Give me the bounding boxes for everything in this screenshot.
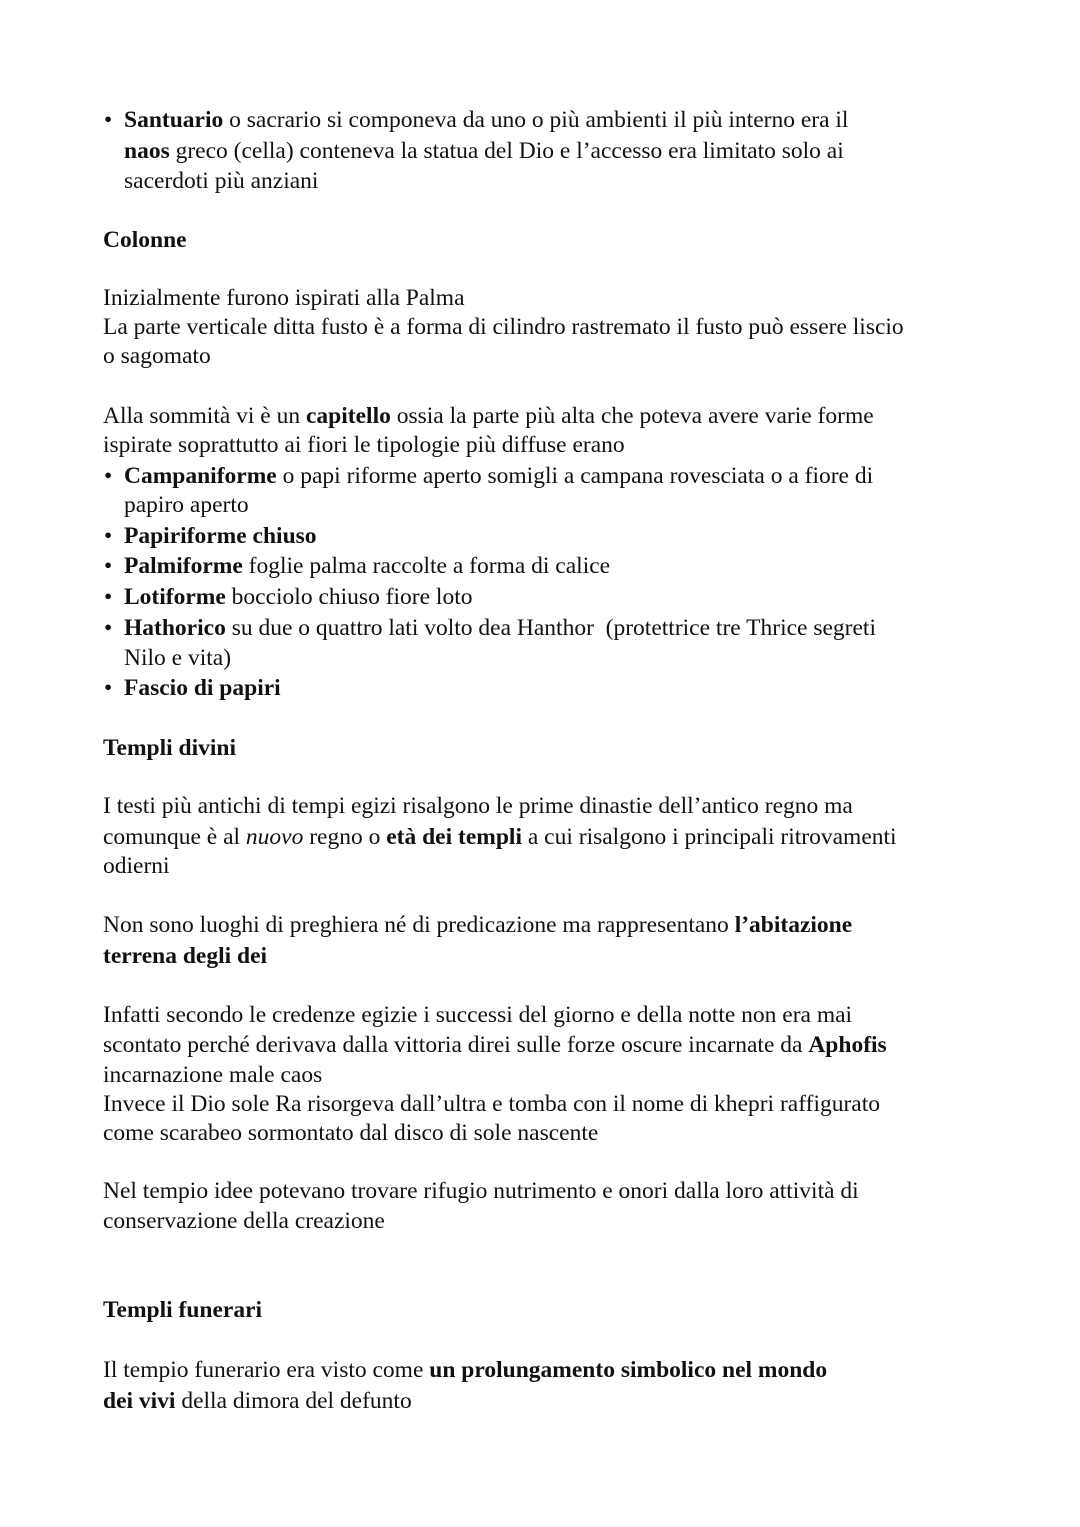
text-line <box>103 791 853 821</box>
bold-text: dei vivi <box>103 1388 176 1414</box>
text-segment: Nilo e vita) <box>124 645 232 671</box>
text-line <box>103 910 852 940</box>
text-segment: I testi più antichi di tempi egizi risalgono le prime dinastie dell’antico regno ma <box>103 793 853 819</box>
text-segment: Nel tempio idee potevano trovare rifugio nutrimento e onori dalla loro attività di <box>103 1178 859 1204</box>
text-line <box>103 283 465 313</box>
text-line <box>103 430 625 460</box>
text-segment: della dimora del defunto <box>175 1388 412 1414</box>
bullet-item <box>104 551 611 581</box>
bullet-item <box>104 105 849 135</box>
text-segment: a cui risalgono i principali ritrovamenti <box>521 824 897 850</box>
text-segment: bocciolo chiuso fiore loto <box>225 584 473 610</box>
bold-text: Templi divini <box>103 735 237 761</box>
bullet-item <box>104 673 281 703</box>
bold-text: Fascio di papiri <box>124 675 281 701</box>
bold-text: Palmiforme <box>124 553 243 579</box>
text-line <box>103 851 170 881</box>
bold-text: età dei templi <box>386 824 522 850</box>
text-segment: papiro aperto <box>124 492 249 518</box>
text-line <box>103 1030 887 1060</box>
text-segment: su due o quattro lati volto dea Hanthor (protettrice tre Thrice segreti <box>225 615 876 641</box>
text-line <box>124 490 249 520</box>
text-segment: sacerdoti più anziani <box>124 168 319 194</box>
text-segment: La parte verticale ditta fusto è a forma di cilindro rastremato il fusto può essere liscio <box>103 314 904 340</box>
bold-text: l’abitazione <box>734 912 853 938</box>
text-line <box>103 941 267 971</box>
bullet-item <box>104 613 876 643</box>
bold-text: Colonne <box>103 227 187 253</box>
text-line <box>103 1118 598 1148</box>
text-line <box>103 822 897 852</box>
bold-text: capitello <box>306 403 391 429</box>
text-segment: foglie palma raccolte a forma di calice <box>242 553 611 579</box>
text-segment: ossia la parte più alta che poteva avere varie forme <box>390 403 874 429</box>
bullet-item <box>104 521 317 551</box>
bullet-icon: • <box>104 553 113 579</box>
text-line <box>103 401 874 431</box>
bold-text: naos <box>124 138 170 164</box>
text-line <box>103 1000 852 1030</box>
text-line <box>124 136 844 166</box>
text-line <box>103 1355 827 1385</box>
text-segment: Inizialmente furono ispirati alla Palma <box>103 285 465 311</box>
text-segment: o papi riforme aperto somigli a campana rovesciata o a fiore di <box>276 463 874 489</box>
section-heading <box>103 1295 262 1325</box>
bold-text: Hathorico <box>124 615 226 641</box>
bold-text: un prolungamento simbolico nel mondo <box>429 1357 828 1383</box>
bold-text: Lotiforme <box>124 584 226 610</box>
text-segment: incarnazione male caos <box>103 1062 323 1088</box>
text-segment: scontato perché derivava dalla vittoria direi sulle forze oscure incarnate da <box>103 1032 809 1058</box>
text-segment: Non sono luoghi di preghiera né di predicazione ma rappresentano <box>103 912 735 938</box>
text-segment: comunque è al <box>103 824 246 850</box>
bold-text: Aphofis <box>808 1032 887 1058</box>
bullet-icon: • <box>104 107 113 133</box>
text-line <box>124 643 231 673</box>
bullet-icon: • <box>104 615 113 641</box>
bold-text: Templi funerari <box>103 1297 263 1323</box>
bullet-icon: • <box>104 523 113 549</box>
text-line <box>124 166 318 196</box>
section-heading <box>103 225 187 255</box>
bullet-icon: • <box>104 463 113 489</box>
text-line <box>103 312 904 342</box>
text-segment: ispirate soprattutto ai fiori le tipologie più diffuse erano <box>103 432 625 458</box>
bold-text: Papiriforme chiuso <box>124 523 317 549</box>
text-segment: regno o <box>303 824 387 850</box>
text-segment: Alla sommità vi è un <box>103 403 306 429</box>
text-segment: o sagomato <box>103 343 211 369</box>
text-segment: greco (cella) conteneva la statua del Dio e l’accesso era limitato solo ai <box>169 138 844 164</box>
bold-text: Campaniforme <box>124 463 277 489</box>
bullet-item <box>104 582 473 612</box>
bold-text: Santuario <box>124 107 224 133</box>
bold-text: terrena degli dei <box>103 943 268 969</box>
text-line <box>103 1386 412 1416</box>
text-line <box>103 341 211 371</box>
italic-text: nuovo <box>245 824 304 850</box>
text-segment: Invece il Dio sole Ra risorgeva dall’ultra e tomba con il nome di khepri raffigurato <box>103 1091 881 1117</box>
section-heading <box>103 733 236 763</box>
text-line <box>103 1206 385 1236</box>
text-segment: o sacrario si componeva da uno o più ambienti il più interno era il <box>223 107 849 133</box>
text-segment: come scarabeo sormontato dal disco di sole nascente <box>103 1120 599 1146</box>
bullet-icon: • <box>104 584 113 610</box>
text-line <box>103 1176 859 1206</box>
text-line <box>103 1060 322 1090</box>
text-line <box>103 1089 880 1119</box>
text-segment: Infatti secondo le credenze egizie i successi del giorno e della notte non era mai <box>103 1002 853 1028</box>
text-segment: odierni <box>103 853 170 879</box>
text-segment: conservazione della creazione <box>103 1208 385 1234</box>
text-segment: Il tempio funerario era visto come <box>103 1357 430 1383</box>
bullet-icon: • <box>104 675 113 701</box>
bullet-item <box>104 461 874 491</box>
